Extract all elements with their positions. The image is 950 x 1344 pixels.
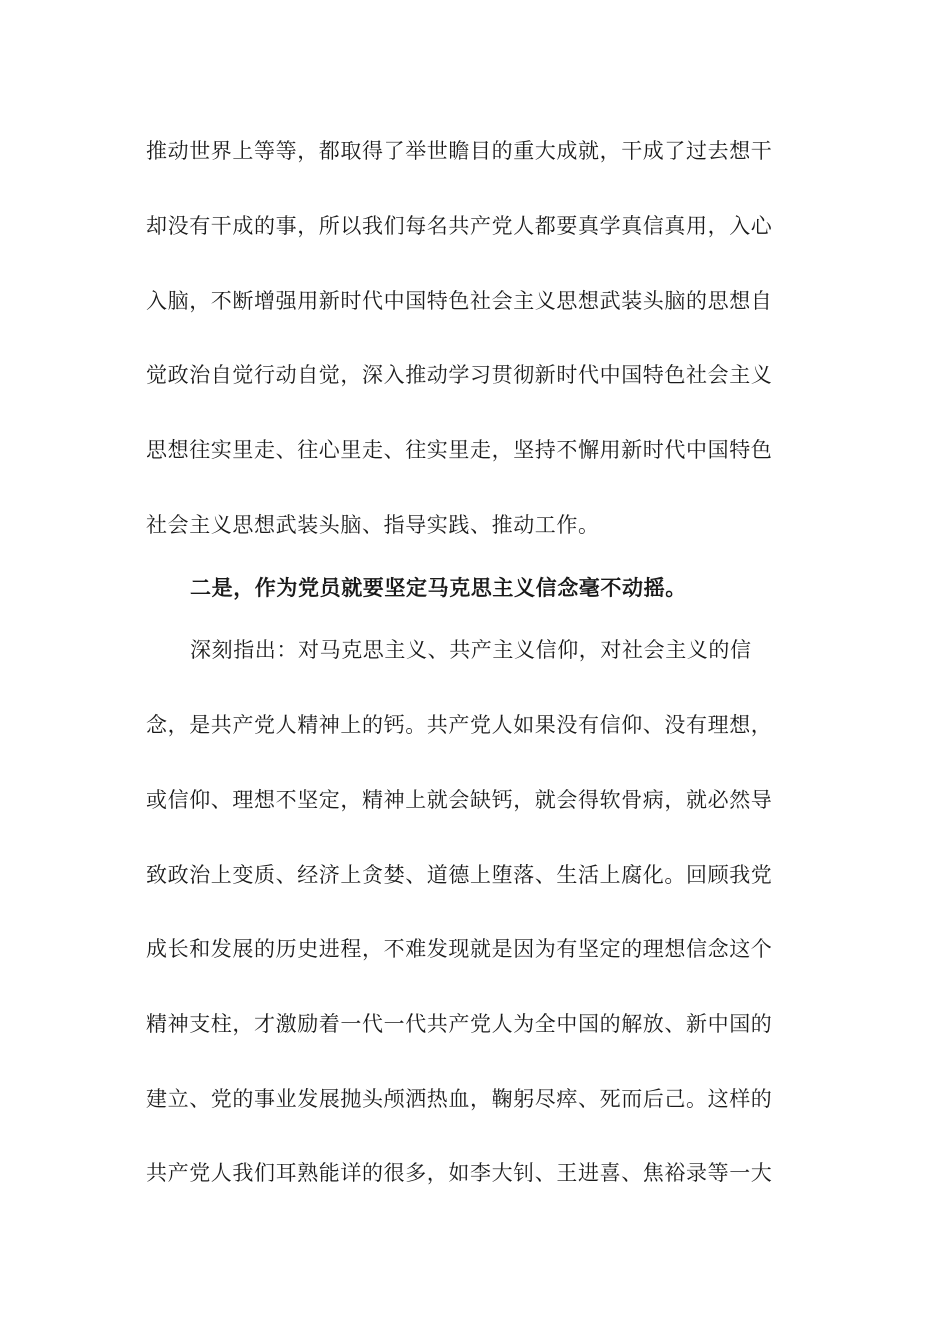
text-line: 思想往实里走、往心里走、往实里走，坚持不懈用新时代中国特色	[146, 438, 773, 462]
text-line: 觉政治自觉行动自觉，深入推动学习贯彻新时代中国特色社会主义	[146, 363, 773, 387]
text-line: 精神支柱，才激励着一代一代共产党人为全中国的解放、新中国的	[146, 1012, 773, 1036]
text-line: 建立、党的事业发展抛头颅洒热血，鞠躬尽瘁、死而后己。这样的	[146, 1087, 773, 1111]
text-line: 入脑，不断增强用新时代中国特色社会主义思想武装头脑的思想自	[146, 289, 773, 313]
text-line: 共产党人我们耳熟能详的很多，如李大钊、王进喜、焦裕录等一大	[146, 1161, 773, 1185]
text-line: 念，是共产党人精神上的钙。共产党人如果没有信仰、没有理想，	[146, 713, 773, 737]
text-line: 却没有干成的事，所以我们每名共产党人都要真学真信真用，入心	[146, 214, 773, 238]
section-heading: 二是，作为党员就要坚定马克思主义信念毫不动摇。	[190, 576, 687, 600]
text-line: 或信仰、理想不坚定，精神上就会缺钙，就会得软骨病，就必然导	[146, 788, 773, 812]
paragraph-first-line: 深刻指出：对马克思主义、共产主义信仰，对社会主义的信	[190, 638, 752, 662]
text-line: 推动世界上等等，都取得了举世瞻目的重大成就，干成了过去想干	[146, 139, 773, 163]
text-line: 社会主义思想武装头脑、指导实践、推动工作。	[146, 513, 600, 537]
text-line: 成长和发展的历史进程，不难发现就是因为有坚定的理想信念这个	[146, 937, 773, 961]
text-line: 致政治上变质、经济上贪婪、道德上堕落、生活上腐化。回顾我党	[146, 863, 773, 887]
